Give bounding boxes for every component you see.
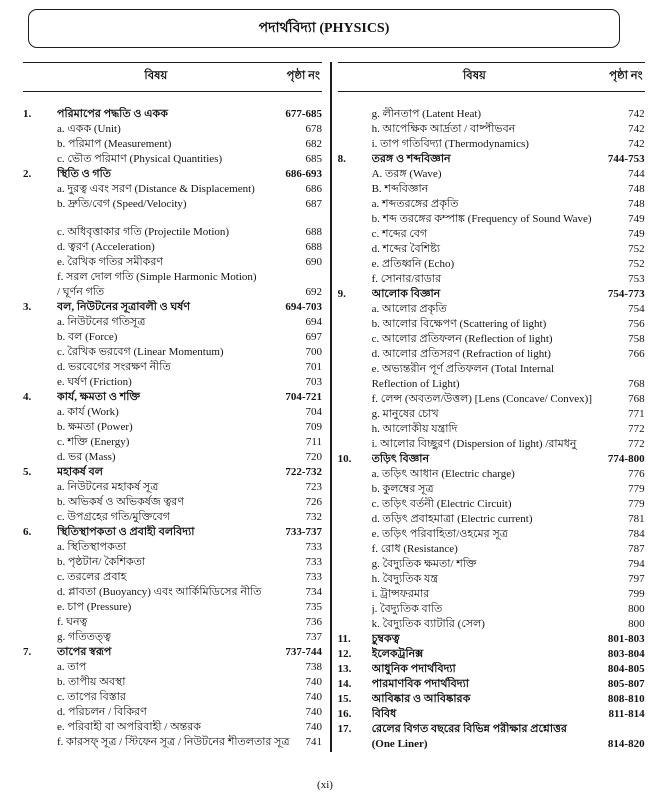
entry-page-number: 687 — [305, 198, 322, 210]
toc-item-row — [23, 720, 322, 735]
entry-page-number: 779 — [628, 498, 645, 510]
entry-page-number: 733 — [305, 571, 322, 583]
entry-page-number: 737-744 — [285, 646, 322, 658]
left-toc-rows — [23, 92, 322, 750]
entry-title: b. শব্দ তরঙ্গের কম্পাঙ্ক (Frequency of Sound Wave) — [371, 213, 592, 225]
toc-row-gap — [23, 212, 322, 225]
toc-chapter-row — [23, 107, 322, 122]
page-title: পদার্থবিদ্যা (PHYSICS) — [258, 21, 390, 36]
entry-title: তড়িৎ বিজ্ঞান — [371, 453, 430, 465]
entry-title: a. দুরত্ব এবং সরণ (Distance & Displacement) — [57, 183, 255, 195]
toc-chapter-row — [338, 647, 645, 662]
entry-title: a. শব্দতরঙ্গের প্রকৃতি — [371, 198, 459, 210]
toc-item-row — [338, 362, 645, 377]
entry-page-number: 678 — [305, 123, 322, 135]
entry-page-number: 794 — [628, 558, 645, 570]
entry-page-number: 800 — [628, 618, 645, 630]
chapter-number: 10. — [337, 453, 352, 465]
toc-item-row — [338, 557, 645, 572]
entry-title: g. গতিতত্ত্ব — [57, 631, 111, 643]
entry-title: d. ত্বরণ (Acceleration) — [57, 241, 155, 253]
entry-title: মহাকর্ষ বল — [57, 466, 103, 478]
entry-title: c. তড়িৎ বর্তনী (Electric Circuit) — [371, 498, 512, 510]
toc-item-row — [23, 330, 322, 345]
entry-title: বল, নিউটনের সূত্রাবলী ও ঘর্ষণ — [57, 301, 190, 313]
entry-page-number: 753 — [628, 273, 645, 285]
entry-title: পরিমাপের পদ্ধতি ও একক — [57, 108, 168, 120]
entry-page-number: 709 — [305, 421, 322, 433]
entry-title: g. লীনতাপ (Latent Heat) — [371, 108, 482, 120]
entry-page-number: 776 — [628, 468, 645, 480]
toc-item-row — [23, 197, 322, 212]
entry-title: b. দ্রুতি/বেগ (Speed/Velocity) — [57, 198, 187, 210]
entry-page-number: 694 — [305, 316, 322, 328]
subject-header-label: বিষয় — [463, 70, 486, 82]
entry-title: b. পরিমাপ (Measurement) — [57, 138, 172, 150]
toc-item-row — [23, 152, 322, 167]
toc-item-row — [23, 540, 322, 555]
subject-header-label: বিষয় — [144, 70, 168, 82]
toc-page — [0, 9, 650, 791]
toc-chapter-row — [23, 465, 322, 480]
toc-item-row — [23, 240, 322, 255]
entry-page-number: 686-693 — [285, 168, 322, 180]
chapter-number: 8. — [337, 153, 346, 165]
entry-page-number: 733-737 — [285, 526, 322, 538]
entry-page-number: 808-810 — [607, 693, 645, 705]
toc-chapter-row — [338, 452, 645, 467]
toc-item-row — [23, 600, 322, 615]
toc-item-row — [23, 735, 322, 750]
entry-title: h. আলোকীয় যন্ত্রাদি — [371, 423, 458, 435]
toc-left-column — [23, 62, 322, 752]
toc-item-row — [23, 360, 322, 375]
entry-title: Reflection of Light) — [371, 378, 460, 390]
entry-title: f. সোনার/রাডার — [371, 273, 442, 285]
toc-chapter-row — [338, 677, 645, 692]
chapter-number: 1. — [23, 108, 32, 120]
toc-item-row — [338, 302, 645, 317]
entry-title: / ঘূর্ণন গতি — [57, 286, 105, 298]
chapter-number: 2. — [23, 168, 32, 180]
toc-item-row — [23, 405, 322, 420]
entry-title: ইলেকট্রনিক্স — [371, 648, 424, 660]
entry-title: তরঙ্গ ও শব্দবিজ্ঞান — [371, 153, 451, 165]
entry-title: h. বৈদ্যুতিক যন্ত্র — [371, 573, 438, 585]
entry-page-number: 677-685 — [285, 108, 322, 120]
entry-title: B. শব্দবিজ্ঞান — [371, 183, 429, 195]
entry-page-number: 772 — [628, 423, 645, 435]
toc-item-row — [338, 392, 645, 407]
toc-item-row — [23, 122, 322, 137]
entry-title: b. তাপীয় অবস্থা — [57, 676, 126, 688]
entry-title: স্থিতিস্থাপকতা ও প্রবাহী বলবিদ্যা — [57, 526, 195, 538]
entry-title: f. ঘনত্ব — [57, 616, 88, 628]
entry-page-number: 803-804 — [607, 648, 645, 660]
entry-title: আবিষ্কার ও আবিষ্কারক — [371, 693, 471, 705]
toc-chapter-row — [23, 390, 322, 405]
chapter-number: 11. — [337, 633, 351, 645]
entry-page-number: 752 — [628, 258, 645, 270]
entry-title: চুম্বকত্ব — [371, 633, 400, 645]
entry-page-number: 738 — [305, 661, 322, 673]
entry-title: কার্য, ক্ষমতা ও শক্তি — [57, 391, 141, 403]
entry-page-number: 800 — [628, 603, 645, 615]
entry-title: a. নিউটনের মহাকর্ষ সূত্র — [57, 481, 159, 493]
toc-chapter-row — [338, 722, 645, 737]
toc-item-row — [23, 270, 322, 285]
toc-item-row — [338, 467, 645, 482]
toc-item-row — [23, 285, 322, 300]
chapter-number: 4. — [23, 391, 32, 403]
entry-page-number: 732 — [305, 511, 322, 523]
toc-item-row — [338, 332, 645, 347]
toc-item-row — [338, 587, 645, 602]
entry-page-number: 690 — [305, 256, 322, 268]
entry-title: c. আলোর প্রতিফলন (Reflection of light) — [371, 333, 553, 345]
toc-item-row — [23, 705, 322, 720]
entry-page-number: 701 — [305, 361, 322, 373]
entry-title: আলোক বিজ্ঞান — [371, 288, 441, 300]
entry-title: c. তাপের বিস্তার — [57, 691, 126, 703]
toc-item-row — [338, 512, 645, 527]
entry-title: c. রৈখিক ভরবেগ (Linear Momentum) — [57, 346, 224, 358]
entry-title: c. শব্দের বেগ — [371, 228, 428, 240]
toc-item-row — [338, 137, 645, 152]
entry-page-number: 742 — [628, 138, 645, 150]
entry-page-number: 682 — [305, 138, 322, 150]
entry-page-number: 704 — [305, 406, 322, 418]
toc-chapter-row — [338, 287, 645, 302]
entry-page-number: 758 — [628, 333, 645, 345]
entry-page-number: 685 — [305, 153, 322, 165]
chapter-number: 15. — [337, 693, 352, 705]
toc-item-row — [338, 272, 645, 287]
entry-page-number: 811-814 — [608, 708, 645, 720]
entry-title: e. ঘর্ষণ (Friction) — [57, 376, 132, 388]
toc-item-row — [23, 315, 322, 330]
entry-title: a. তাপ — [57, 661, 87, 673]
entry-title: j. বৈদ্যুতিক বাতি — [371, 603, 443, 615]
entry-page-number: 774-800 — [607, 453, 645, 465]
entry-page-number: 754-773 — [607, 288, 645, 300]
entry-title: f. কারসফ্ সূত্র / স্টিফেন সূত্র / নিউটনের শীতলতার সূত্র — [57, 736, 290, 748]
toc-item-row — [23, 345, 322, 360]
entry-title: তাপের স্বরূপ — [57, 646, 112, 658]
toc-item-row — [338, 437, 645, 452]
toc-item-row — [338, 407, 645, 422]
page-number-header-label: পৃষ্ঠা নং — [609, 70, 643, 82]
toc-item-row — [23, 615, 322, 630]
entry-page-number: 700 — [305, 346, 322, 358]
entry-title: g. মানুষের চোখ — [371, 408, 439, 420]
entry-page-number: 805-807 — [607, 678, 645, 690]
entry-page-number: 744-753 — [607, 153, 645, 165]
chapter-number: 7. — [23, 646, 32, 658]
toc-item-row — [23, 510, 322, 525]
toc-item-row — [23, 435, 322, 450]
entry-title: a. নিউটনের গতিসূত্র — [57, 316, 146, 328]
entry-title: d. প্লাবতা (Buoyancy) এবং আর্কিমিডিসের নীতি — [57, 586, 262, 598]
entry-page-number: 744 — [628, 168, 645, 180]
entry-title: a. তড়িৎ আধান (Electric charge) — [371, 468, 515, 480]
page-title-box — [28, 9, 620, 48]
toc-right-column — [338, 62, 645, 752]
entry-page-number: 768 — [628, 393, 645, 405]
entry-page-number: 804-805 — [607, 663, 645, 675]
toc-item-row — [338, 527, 645, 542]
entry-title: e. চাপ (Pressure) — [57, 601, 132, 613]
toc-item-row — [338, 617, 645, 632]
toc-chapter-row — [338, 632, 645, 647]
toc-item-row — [23, 420, 322, 435]
entry-page-number: 726 — [305, 496, 322, 508]
entry-page-number: 801-803 — [607, 633, 645, 645]
entry-title: f. লেন্স (অবতল/উত্তল) [Lens (Concave/ Convex)] — [371, 393, 592, 405]
toc-item-row — [23, 450, 322, 465]
toc-chapter-row — [338, 692, 645, 707]
entry-title: f. সরল দোল গতি (Simple Harmonic Motion) — [57, 271, 257, 283]
entry-title: k. বৈদ্যুতিক ব্যাটারি (সেল) — [371, 618, 485, 630]
toc-chapter-row — [338, 662, 645, 677]
chapter-number: 3. — [23, 301, 32, 313]
chapter-number: 13. — [337, 663, 352, 675]
entry-title: স্থিতি ও গতি — [57, 168, 112, 180]
entry-title: b. অভিকর্ষ ও অভিকর্ষজ ত্বরণ — [57, 496, 184, 508]
toc-item-row — [338, 497, 645, 512]
entry-title: f. রোধ (Resistance) — [371, 543, 458, 555]
entry-title: পারমাণবিক পদার্থবিদ্যা — [371, 678, 469, 690]
entry-title: c. তরলের প্রবাহ — [57, 571, 127, 583]
entry-page-number: 771 — [628, 408, 645, 420]
chapter-number: 9. — [337, 288, 346, 300]
entry-page-number: 735 — [305, 601, 322, 613]
entry-page-number: 704-721 — [285, 391, 322, 403]
entry-title: b. ক্ষমতা (Power) — [57, 421, 133, 433]
toc-chapter-row — [23, 525, 322, 540]
entry-page-number: 740 — [305, 676, 322, 688]
entry-page-number: 740 — [305, 721, 322, 733]
entry-title: আধুনিক পদার্থবিদ্যা — [371, 663, 456, 675]
entry-page-number: 736 — [305, 616, 322, 628]
toc-item-row — [338, 347, 645, 362]
chapter-number: 17. — [337, 723, 352, 735]
entry-title: (One Liner) — [371, 738, 428, 750]
entry-page-number: 748 — [628, 198, 645, 210]
entry-title: a. স্থিতিস্থাপকতা — [57, 541, 127, 553]
chapter-number: 12. — [337, 648, 352, 660]
entry-page-number: 737 — [305, 631, 322, 643]
entry-title: d. আলোর প্রতিসরণ (Refraction of light) — [371, 348, 551, 360]
toc-chapter-row — [338, 707, 645, 722]
entry-page-number: 692 — [305, 286, 322, 298]
toc-item-row — [338, 197, 645, 212]
entry-page-number: 748 — [628, 183, 645, 195]
toc-item-row — [23, 570, 322, 585]
toc-item-row — [23, 660, 322, 675]
entry-title: c. ভৌত পরিমাণ (Physical Quantities) — [57, 153, 223, 165]
entry-title: e. রৈখিক গতির সমীকরণ — [57, 256, 164, 268]
entry-title: c. উপগ্রহের গতি/মুক্তিবেগ — [57, 511, 171, 523]
entry-title: b. কুলম্বের সূত্র — [371, 483, 434, 495]
entry-title: a. কার্য (Work) — [57, 406, 119, 418]
entry-page-number: 697 — [305, 331, 322, 343]
toc-item-row — [338, 572, 645, 587]
page-number-footer: (xi) — [317, 779, 333, 791]
toc-item-row — [23, 255, 322, 270]
entry-page-number: 779 — [628, 483, 645, 495]
entry-title: d. তড়িৎ প্রবাহমাত্রা (Electric current) — [371, 513, 533, 525]
toc-item-row — [338, 602, 645, 617]
entry-page-number: 722-732 — [285, 466, 322, 478]
entry-title: i. তাপ গতিবিদ্যা (Thermodynamics) — [371, 138, 529, 150]
entry-page-number: 797 — [628, 573, 645, 585]
entry-page-number: 703 — [305, 376, 322, 388]
toc-columns — [23, 62, 646, 752]
toc-item-row — [338, 167, 645, 182]
entry-title: d. পরিচলন / বিকিরণ — [57, 706, 147, 718]
entry-page-number: 766 — [628, 348, 645, 360]
toc-item-row — [338, 737, 645, 752]
entry-page-number: 799 — [628, 588, 645, 600]
toc-chapter-row — [23, 645, 322, 660]
entry-title: h. আপেক্ষিক আর্দ্রতা / বাষ্পীভবন — [371, 123, 516, 135]
toc-chapter-row — [338, 152, 645, 167]
toc-item-row — [338, 227, 645, 242]
entry-page-number: 742 — [628, 123, 645, 135]
entry-page-number: 768 — [628, 378, 645, 390]
toc-item-row — [338, 242, 645, 257]
entry-title: রেলের বিগত বছরের বিভিন্ন পরীক্ষার প্রশ্নোত্তর — [371, 723, 567, 735]
entry-title: d. শব্দের বৈশিষ্ট্য — [371, 243, 441, 255]
entry-title: d. ভরবেগের সংরক্ষণ নীতি — [57, 361, 171, 373]
entry-page-number: 694-703 — [285, 301, 322, 313]
entry-page-number: 733 — [305, 541, 322, 553]
entry-page-number: 740 — [305, 691, 322, 703]
entry-title: e. প্রতিধ্বনি (Echo) — [371, 258, 455, 270]
entry-page-number: 711 — [305, 436, 322, 448]
page-number-header-label: পৃষ্ঠা নং — [286, 70, 320, 82]
toc-item-row — [338, 422, 645, 437]
chapter-number: 5. — [23, 466, 32, 478]
entry-page-number: 734 — [305, 586, 322, 598]
entry-page-number: 772 — [628, 438, 645, 450]
toc-item-row — [338, 257, 645, 272]
entry-title: b. পৃষ্ঠটান/ কৈশিকতা — [57, 556, 146, 568]
entry-page-number: 688 — [305, 226, 322, 238]
entry-title: e. পরিবাহী বা অপরিবাহী / অন্তরক — [57, 721, 201, 733]
entry-page-number: 741 — [305, 736, 322, 748]
entry-page-number: 733 — [305, 556, 322, 568]
entry-title: b. বল (Force) — [57, 331, 118, 343]
entry-page-number: 784 — [628, 528, 645, 540]
entry-page-number: 742 — [628, 108, 645, 120]
toc-item-row — [23, 182, 322, 197]
toc-item-row — [338, 542, 645, 557]
chapter-number: 6. — [23, 526, 32, 538]
toc-item-row — [23, 225, 322, 240]
entry-page-number: 814-820 — [607, 738, 645, 750]
entry-page-number: 740 — [305, 706, 322, 718]
toc-item-row — [23, 495, 322, 510]
toc-item-row — [23, 555, 322, 570]
chapter-number: 14. — [337, 678, 352, 690]
toc-item-row — [23, 585, 322, 600]
toc-item-row — [23, 375, 322, 390]
entry-page-number: 723 — [305, 481, 322, 493]
toc-item-row — [338, 122, 645, 137]
entry-page-number: 756 — [628, 318, 645, 330]
entry-page-number: 752 — [628, 243, 645, 255]
chapter-number: 16. — [337, 708, 352, 720]
toc-item-row — [338, 377, 645, 392]
toc-item-row — [23, 137, 322, 152]
entry-title: A. তরঙ্গ (Wave) — [371, 168, 442, 180]
toc-item-row — [338, 317, 645, 332]
right-column-header — [338, 62, 645, 92]
entry-title: e. অভ্যন্তরীন পূর্ণ প্রতিফলন (Total Internal — [371, 363, 555, 375]
entry-title: c. অধিবৃত্তাকার গতি (Projectile Motion) — [57, 226, 230, 238]
entry-page-number: 686 — [305, 183, 322, 195]
toc-chapter-row — [23, 300, 322, 315]
entry-page-number: 781 — [628, 513, 645, 525]
toc-item-row — [23, 690, 322, 705]
entry-page-number: 749 — [628, 213, 645, 225]
entry-title: i. ট্রান্সফরমার — [371, 588, 430, 600]
entry-title: a. একক (Unit) — [57, 123, 121, 135]
entry-title: a. আলোর প্রকৃতি — [371, 303, 447, 315]
entry-page-number: 720 — [305, 451, 322, 463]
entry-title: বিবিধ — [371, 708, 397, 720]
entry-title: d. ভর (Mass) — [57, 451, 116, 463]
toc-item-row — [338, 182, 645, 197]
entry-page-number: 787 — [628, 543, 645, 555]
entry-title: i. আলোর বিচ্ছুরণ (Dispersion of light) /রামধনু — [371, 438, 577, 450]
entry-title: b. আলোর বিক্ষেপণ (Scattering of light) — [371, 318, 547, 330]
right-toc-rows — [338, 92, 645, 752]
entry-title: e. তড়িৎ পরিবাহিতা/ওহমের সূত্র — [371, 528, 508, 540]
toc-item-row — [23, 630, 322, 645]
entry-title: g. বৈদ্যুতিক ক্ষমতা/ শক্তি — [371, 558, 477, 570]
entry-title: c. শক্তি (Energy) — [57, 436, 130, 448]
toc-item-row — [23, 675, 322, 690]
entry-page-number: 749 — [628, 228, 645, 240]
left-column-header — [23, 62, 322, 92]
toc-chapter-row — [23, 167, 322, 182]
toc-item-row — [338, 107, 645, 122]
column-divider — [330, 62, 332, 752]
entry-page-number: 754 — [628, 303, 645, 315]
toc-item-row — [23, 480, 322, 495]
toc-item-row — [338, 212, 645, 227]
toc-item-row — [338, 482, 645, 497]
entry-page-number: 688 — [305, 241, 322, 253]
